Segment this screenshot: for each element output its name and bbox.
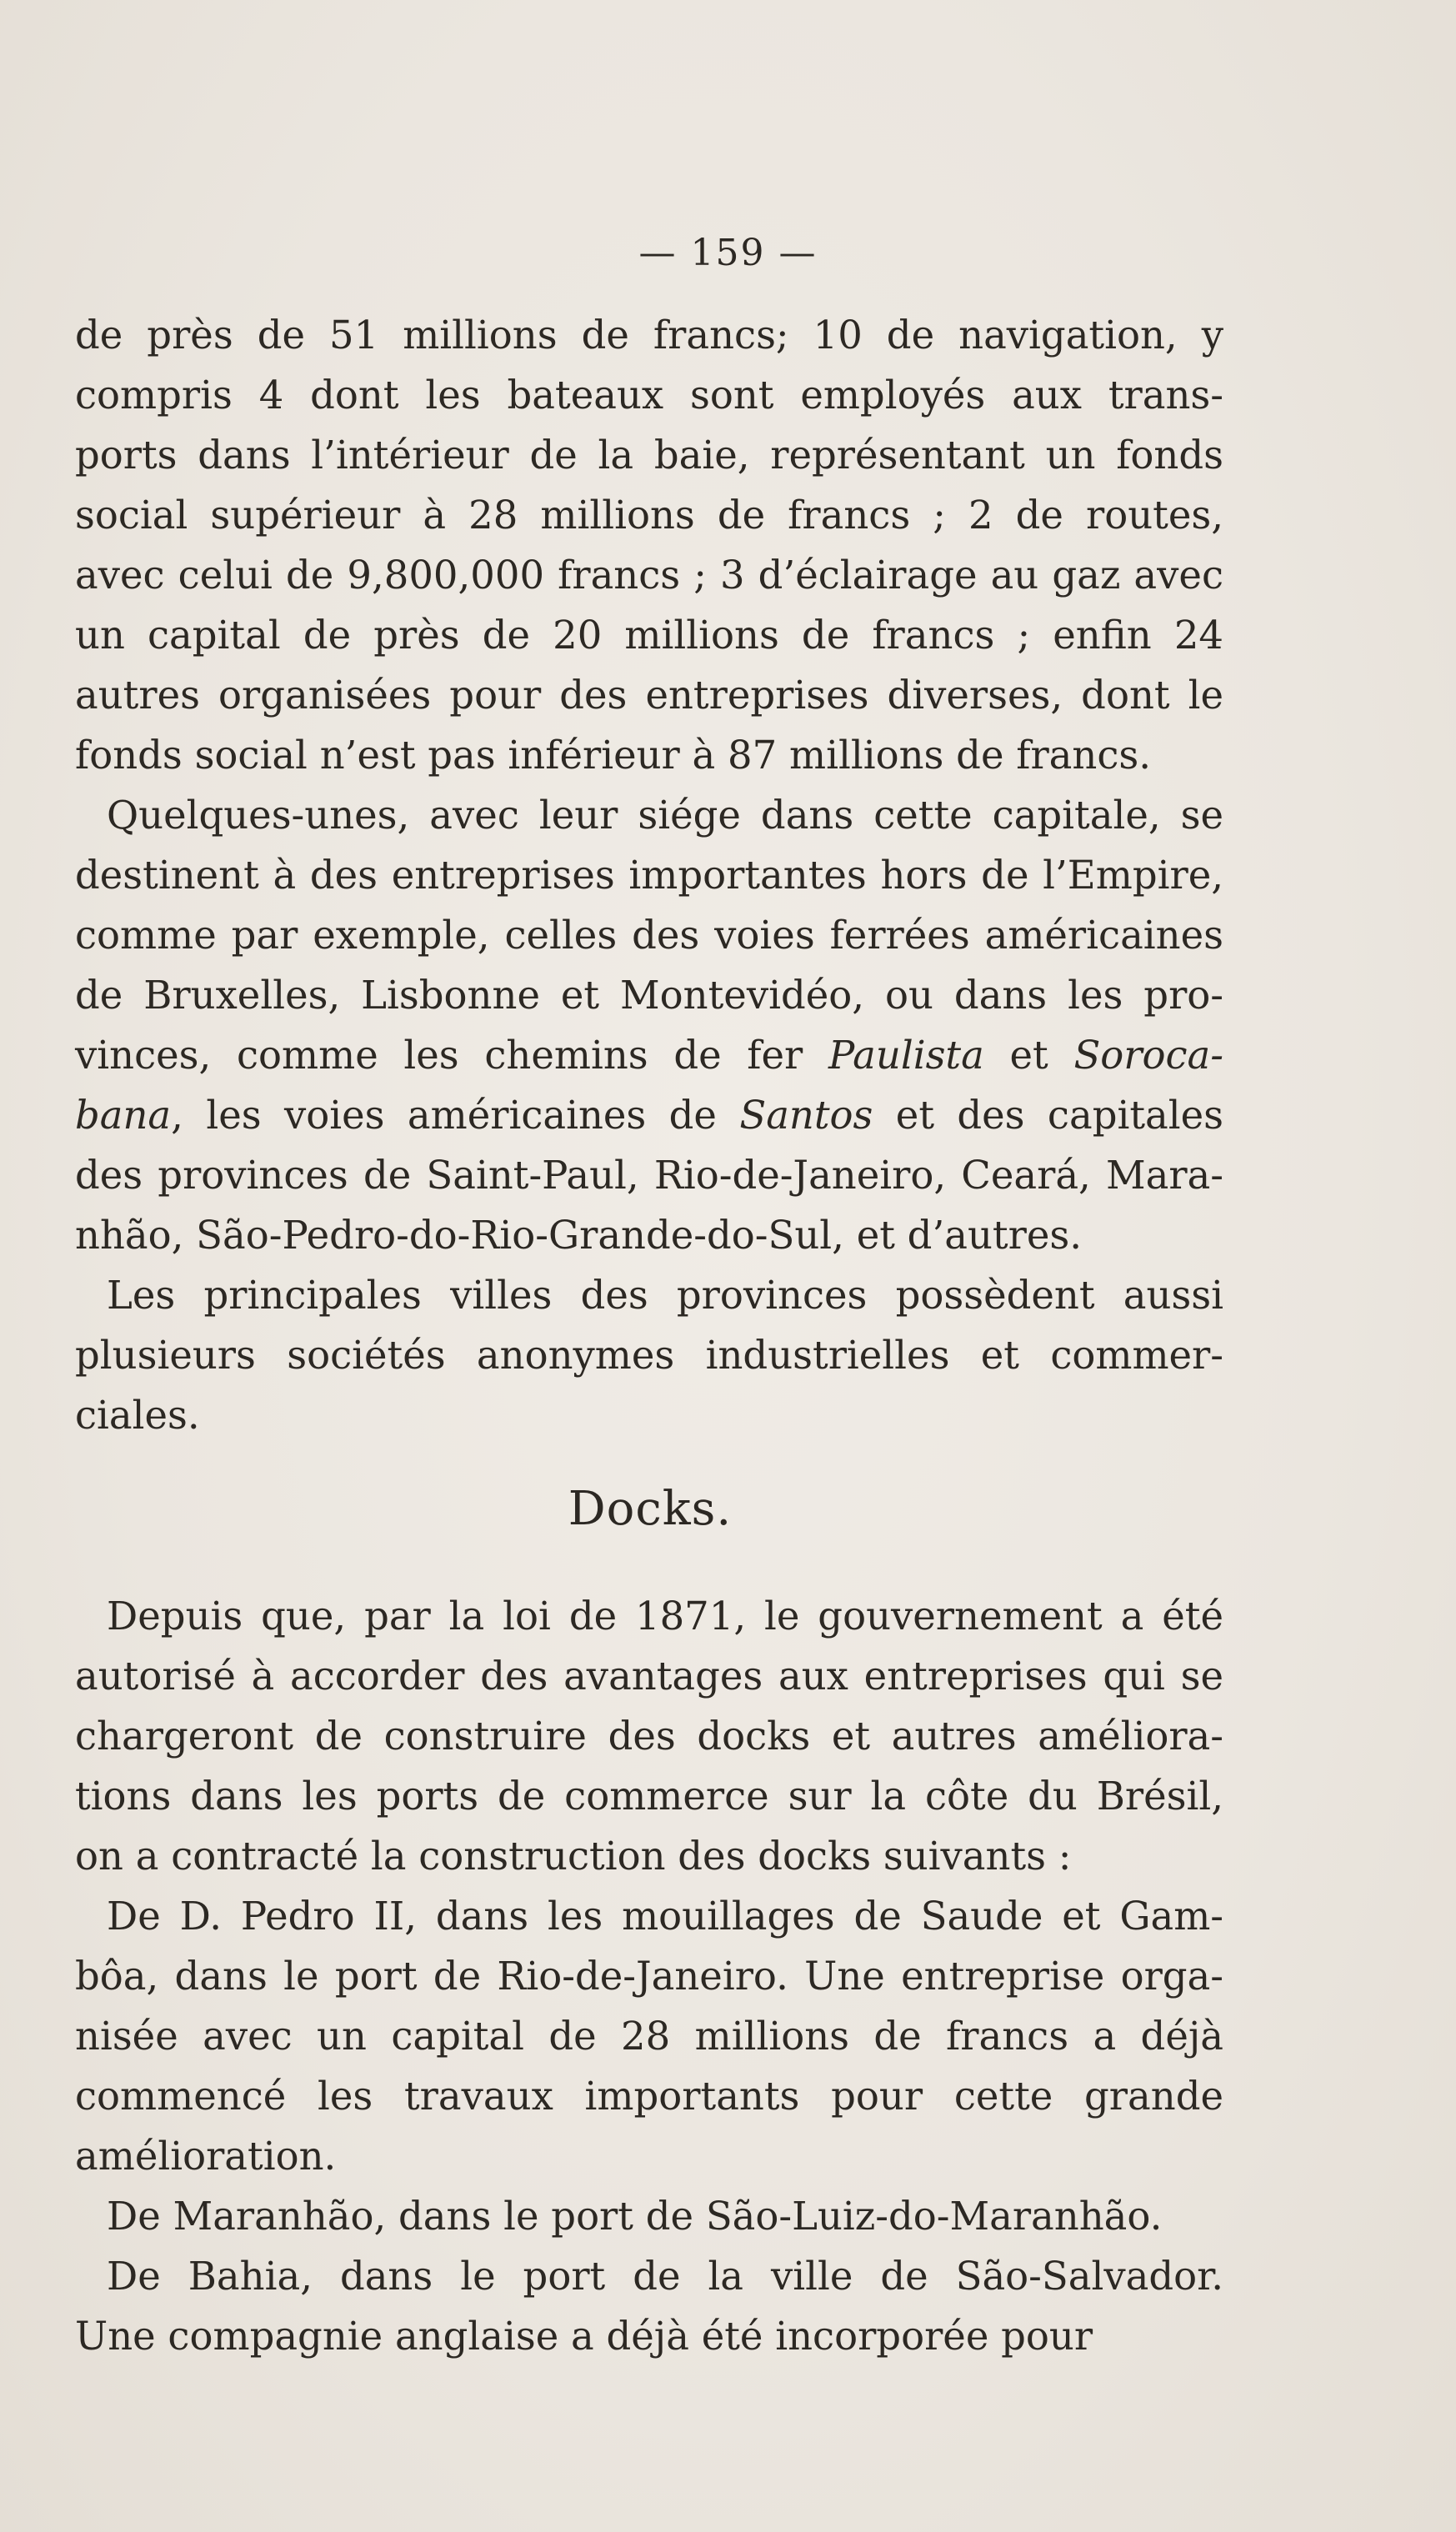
text-line: bana, les voies américaines de Santos et des capitales [75,1093,1223,1138]
text-line: de Bruxelles, Lisbonne et Montevidéo, ou dans les pro- [75,973,1223,1018]
text-line: des provinces de Saint-Paul, Rio-de-Janeiro, Ceará, Mara- [75,1153,1223,1198]
text-line: bôa, dans le port de Rio-de-Janeiro. Une entreprise orga- [75,1954,1223,1999]
text-line: social supérieur à 28 millions de francs ; 2 de routes, [75,493,1223,538]
text-line: nhão, São-Pedro-do-Rio-Grande-do-Sul, et d’autres. [75,1213,1082,1258]
text-line: comme par exemple, celles des voies ferrées américaines [75,913,1223,958]
text-line: plusieurs sociétés anonymes industrielles et commer- [75,1333,1223,1378]
text-line: ciales. [75,1393,200,1438]
text-line: destinent à des entreprises importantes hors de l’Empire, [75,853,1223,898]
text-line: autres organisées pour des entreprises diverses, dont le [75,673,1223,718]
text-block-before-section [75,305,1223,1445]
text-line: commencé les travaux importants pour cette grande [75,2074,1223,2119]
text-line: De Bahia, dans le port de la ville de São-Salvador. [107,2254,1223,2299]
text-line: autorisé à accorder des avantages aux entreprises qui se [75,1654,1223,1699]
text-line: amélioration. [75,2134,337,2179]
text-line: avec celui de 9,800,000 francs ; 3 d’éclairage au gaz avec [75,553,1223,598]
text-block-after-section [75,1586,1223,2366]
text-line: De Maranhão, dans le port de São-Luiz-do-Maranhão. [107,2194,1163,2239]
section-title: Docks. [568,1482,733,1536]
text-line: fonds social n’est pas inférieur à 87 millions de francs. [75,733,1152,778]
text-line: nisée avec un capital de 28 millions de francs a déjà [75,2014,1223,2059]
text-line: un capital de près de 20 millions de francs ; enfin 24 [75,613,1223,658]
text-line: de près de 51 millions de francs; 10 de navigation, y [75,313,1223,358]
text-line: De D. Pedro II, dans les mouillages de Saude et Gam- [107,1894,1223,1939]
text-line: Les principales villes des provinces possèdent aussi [107,1273,1223,1318]
text-line: compris 4 dont les bateaux sont employés aux trans- [75,373,1223,418]
text-line: Depuis que, par la loi de 1871, le gouvernement a été [107,1594,1223,1639]
text-line: vinces, comme les chemins de fer Paulista et Soroca- [75,1033,1223,1078]
text-line: ports dans l’intérieur de la baie, représentant un fonds [75,433,1223,478]
text-line: chargeront de construire des docks et autres améliora- [75,1714,1223,1759]
text-line: on a contracté la construction des docks suivants : [75,1834,1072,1879]
text-line: tions dans les ports de commerce sur la côte du Brésil, [75,1774,1223,1819]
text-line: Quelques-unes, avec leur siége dans cette capitale, se [107,793,1223,838]
page-number: — 159 — [638,232,818,274]
text-line: Une compagnie anglaise a déjà été incorporée pour [75,2314,1093,2359]
